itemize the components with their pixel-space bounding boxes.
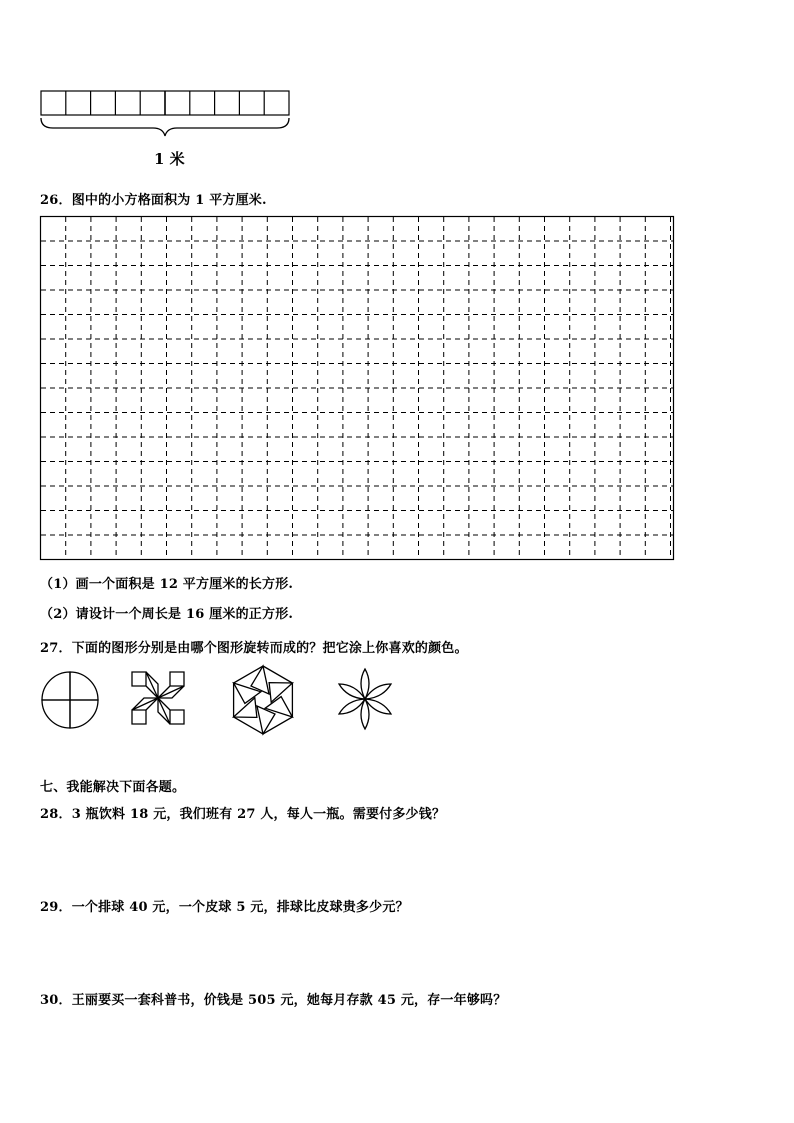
ruler-cells: [41, 91, 289, 115]
brace: [41, 118, 289, 136]
question-28-title: 28．3 瓶饮料 18 元，我们班有 27 人，每人一瓶。需要付多少钱？: [40, 807, 446, 822]
question-30-title: 30．王丽要买一套科普书，价钱是 505 元，她每月存款 45 元，存一年够吗？: [40, 993, 507, 1008]
meter-ruler-figure: [38, 88, 294, 138]
question-26-part-1: （1）画一个面积是 12 平方厘米的长方形.: [40, 577, 294, 592]
flower-figure: [330, 666, 400, 732]
question-29-title: 29．一个排球 40 元，一个皮球 5 元，排球比皮球贵多少元？: [40, 900, 409, 915]
pinwheel-figure: [36, 668, 104, 732]
meter-label: 1 米: [154, 150, 185, 168]
grid-paper[interactable]: [39, 215, 676, 562]
question-27-title: 27．下面的图形分别是由哪个图形旋转而成的？把它涂上你喜欢的颜色。: [40, 641, 468, 656]
hexagon-figure: [223, 664, 303, 736]
x-shape-figure: [128, 668, 188, 728]
section-7-title: 七、我能解决下面各题。: [40, 780, 186, 795]
question-26-part-2: （2）请设计一个周长是 16 厘米的正方形.: [40, 607, 294, 622]
question-26-title: 26．图中的小方格面积为 1 平方厘米.: [40, 193, 267, 208]
